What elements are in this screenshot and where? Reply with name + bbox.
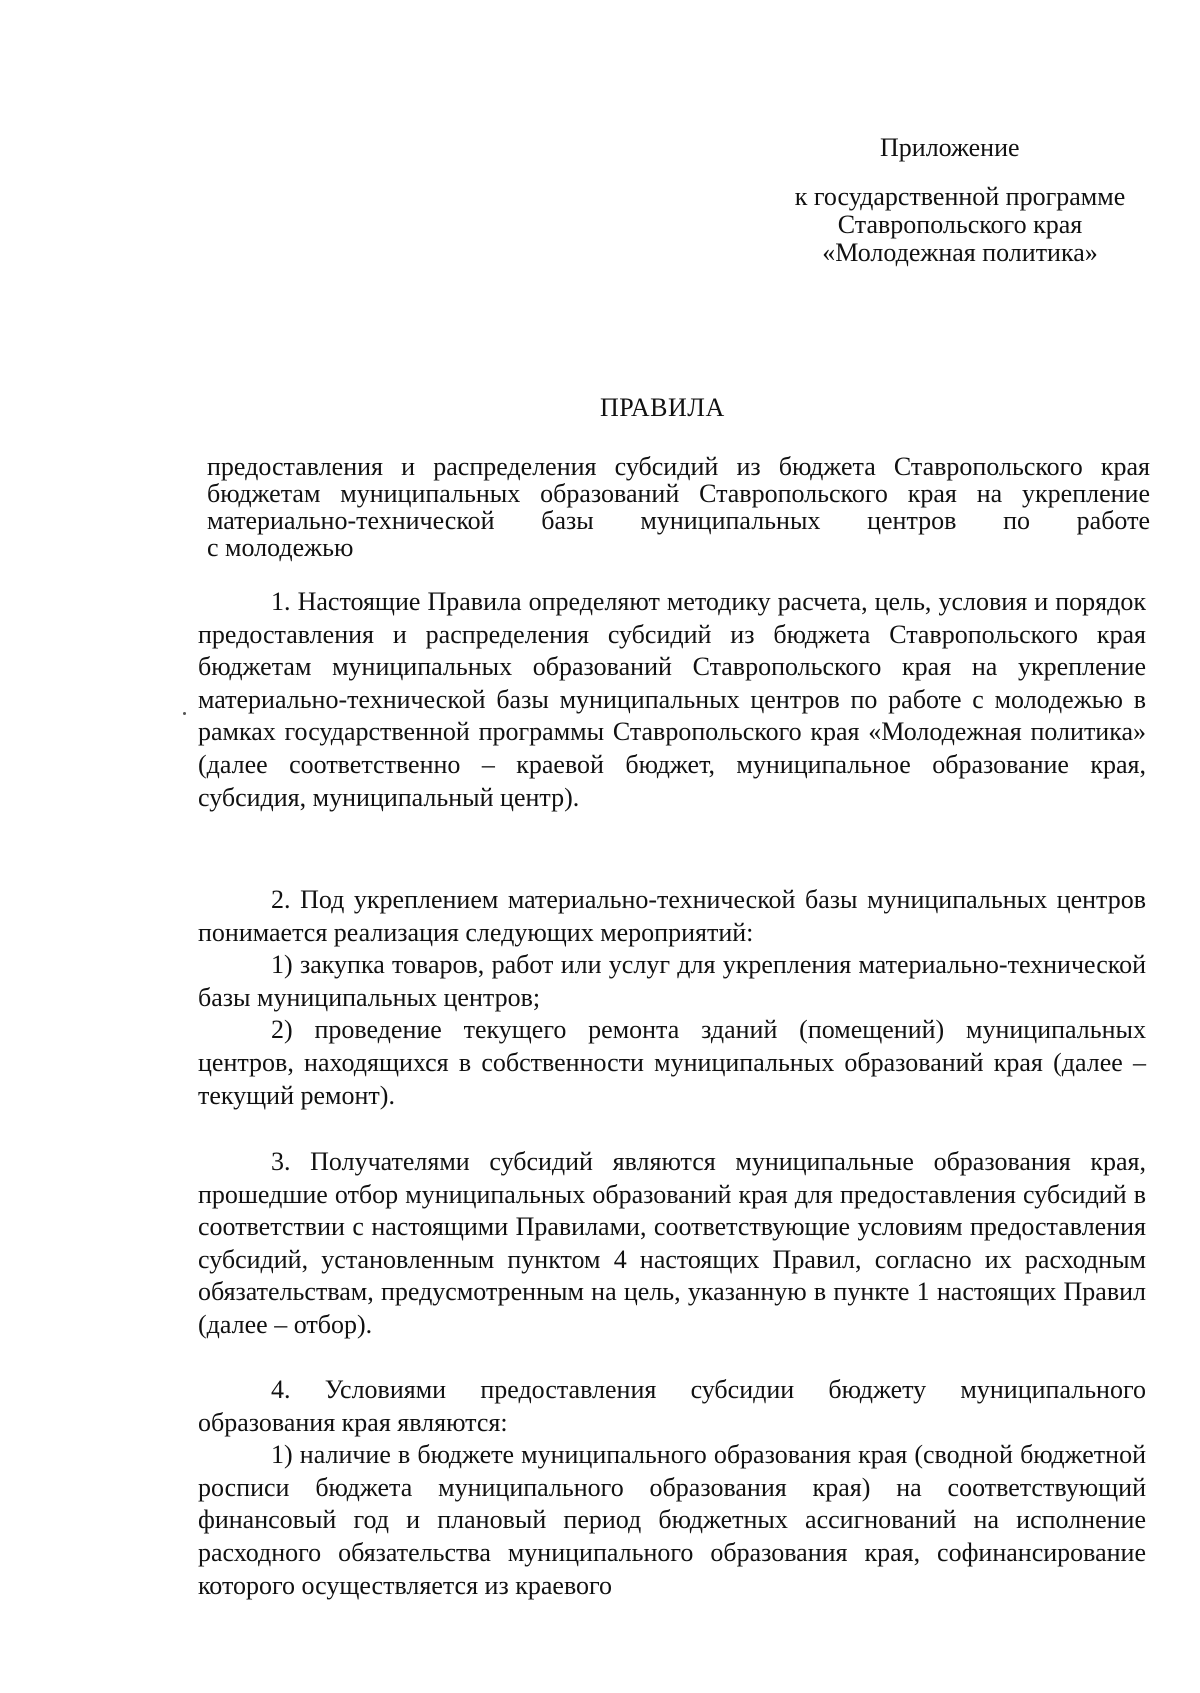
subtitle-line: предоставления и распределения субсидий из бюджета Ставропольского края — [207, 452, 1150, 481]
section-4 — [198, 1374, 1146, 1602]
paragraph: 1. Настоящие Правила определяют методику расчета, цель, условия и порядок предоставления и распределения субсидий из бюджета Ставропольского края бюджетам муниципальных образований Ставропольского края на укрепление материально-технической базы муниципальных центров по работе с молодежью в рамках государственной программы Ставропольского края «Молодежная политика» (далее соответственно – краевой бюджет, муниципальное образование края, субсидия, муниципальный центр). — [198, 587, 1146, 812]
paragraph: 4. Условиями предоставления субсидии бюджету муниципального образования края являются: — [198, 1375, 1146, 1437]
paragraph: 3. Получателями субсидий являются муниципальные образования края, прошедшие отбор муниципальных образований края для предоставления субсидий в соответствии с настоящими Правилами, соответствующие условиям предоставления субсидий, установленным пунктом 4 настоящих Правил, согласно их расходным обязательствам, предусмотренным на цель, указанную в пункте 1 настоящих Правил (далее – отбор). — [198, 1147, 1146, 1339]
section-3 — [198, 1146, 1146, 1342]
list-item: 1) наличие в бюджете муниципального образования края (сводной бюджетной росписи бюджета муниципального образования края) на соответствующий финансовый год и плановый период бюджетных ассигнований на исполнение расходного обязательства муниципального образования края, софинансирование которого осуществляется из краевого — [198, 1440, 1146, 1600]
list-item: 1) закупка товаров, работ или услуг для укрепления материально-технической базы муниципальных центров; — [198, 950, 1146, 1012]
list-item: 2) проведение текущего ремонта зданий (помещений) муниципальных центров, находящихся в собственности муниципальных образований края (далее – текущий ремонт). — [198, 1015, 1146, 1110]
appendix-reference — [760, 183, 1160, 267]
paragraph: 2. Под укреплением материально-технической базы муниципальных центров понимается реализация следующих мероприятий: — [198, 885, 1146, 947]
subtitle-line: бюджетам муниципальных образований Ставропольского края на укрепление — [207, 479, 1150, 508]
subtitle-line: с молодежью — [207, 533, 354, 562]
appendix-line: Ставропольского края — [837, 210, 1083, 239]
document-title: ПРАВИЛА — [600, 393, 725, 422]
subtitle-line: материально-технической базы муниципальных центров по работе — [207, 506, 1150, 535]
appendix-line: к государственной программе — [794, 182, 1126, 211]
document-subtitle — [207, 453, 1150, 561]
section-1 — [198, 586, 1146, 814]
appendix-line: «Молодежная политика» — [822, 238, 1098, 267]
scan-speck — [183, 712, 186, 715]
section-2 — [198, 884, 1146, 1112]
appendix-label: Приложение — [880, 133, 1020, 162]
